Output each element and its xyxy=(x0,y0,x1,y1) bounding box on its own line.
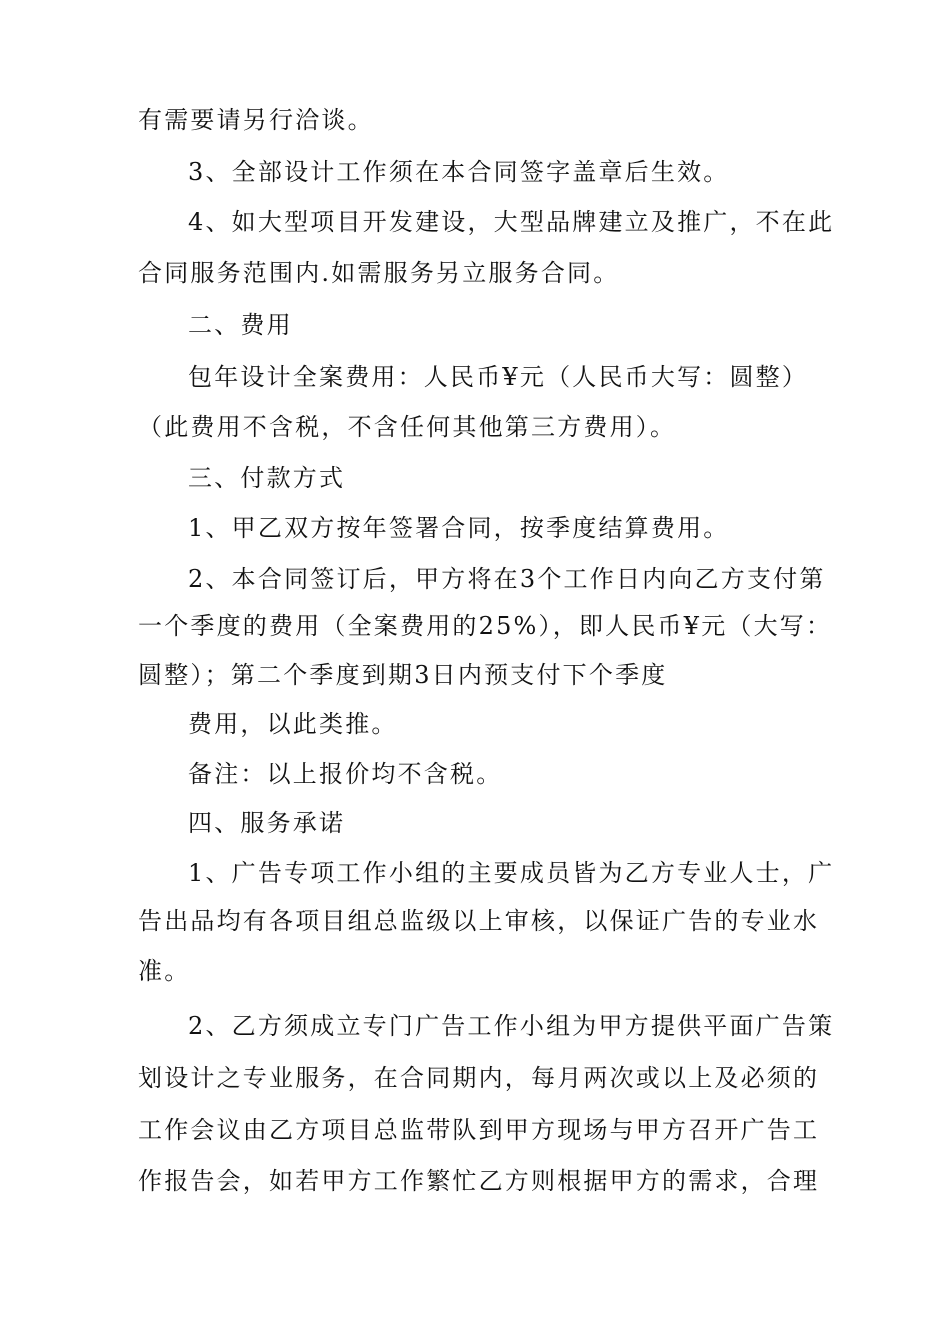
paragraph-line: 圆整）；第二个季度到期3日内预支付下个季度 xyxy=(138,661,668,689)
paragraph-line: 告出品均有各项目组总监级以上审核，以保证广告的专业水 xyxy=(138,907,820,935)
paragraph-line: 一个季度的费用（全案费用的25%），即人民币¥元（大写： xyxy=(138,612,833,640)
paragraph-line: 合同服务范围内.如需服务另立服务合同。 xyxy=(138,259,620,287)
section-heading: 二、费用 xyxy=(188,311,293,339)
paragraph-line: 工作会议由乙方项目总监带队到甲方现场与甲方召开广告工 xyxy=(138,1116,820,1144)
paragraph-line: 有需要请另行洽谈。 xyxy=(138,106,374,134)
paragraph-line: 准。 xyxy=(138,957,191,985)
paragraph-line: 4、如大型项目开发建设，大型品牌建立及推广，不在此 xyxy=(188,208,835,236)
note-line: 备注：以上报价均不含税。 xyxy=(188,760,503,788)
paragraph-line: （此费用不含税，不含任何其他第三方费用）。 xyxy=(138,413,677,441)
paragraph-line: 包年设计全案费用：人民币¥元（人民币大写：圆整） xyxy=(188,363,809,391)
section-heading: 四、服务承诺 xyxy=(188,809,346,837)
paragraph-line: 3、全部设计工作须在本合同签字盖章后生效。 xyxy=(188,158,730,186)
paragraph-line: 费用，以此类推。 xyxy=(188,710,398,738)
section-heading: 三、付款方式 xyxy=(188,464,346,492)
paragraph-line: 2、乙方须成立专门广告工作小组为甲方提供平面广告策 xyxy=(188,1012,835,1040)
paragraph-line: 1、广告专项工作小组的主要成员皆为乙方专业人士，广 xyxy=(188,859,835,887)
paragraph-line: 划设计之专业服务，在合同期内，每月两次或以上及必须的 xyxy=(138,1064,820,1092)
paragraph-line: 作报告会，如若甲方工作繁忙乙方则根据甲方的需求，合理 xyxy=(138,1167,820,1195)
paragraph-line: 2、本合同签订后，甲方将在3个工作日内向乙方支付第 xyxy=(188,565,826,593)
paragraph-line: 1、甲乙双方按年签署合同，按季度结算费用。 xyxy=(188,514,730,542)
